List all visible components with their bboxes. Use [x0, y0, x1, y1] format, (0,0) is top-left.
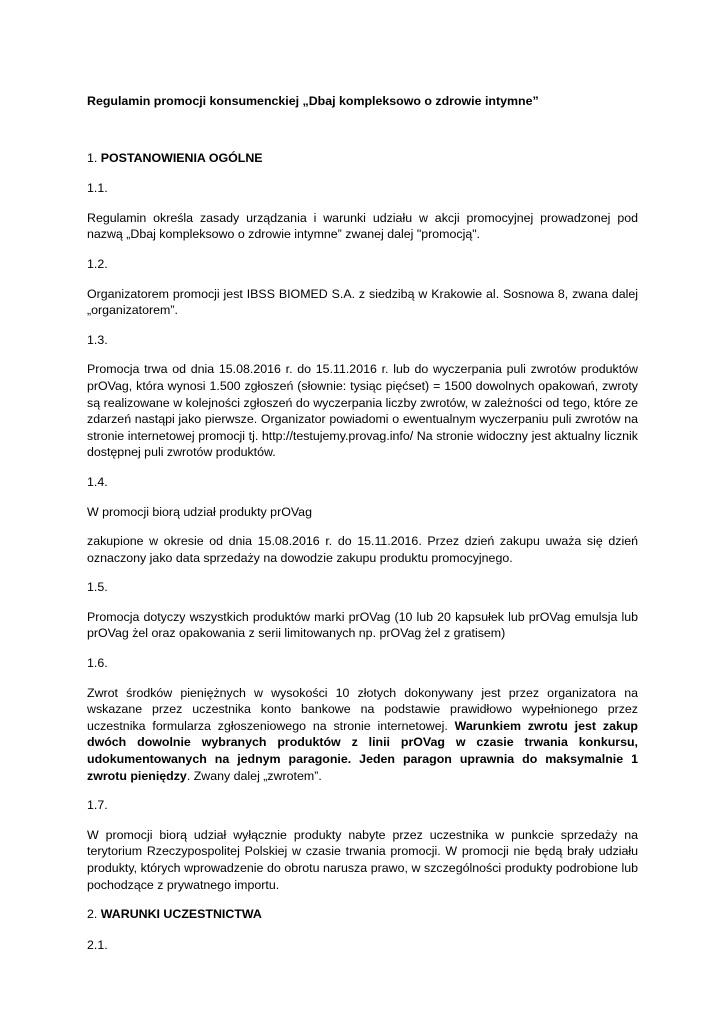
section-1-number: 1.	[87, 150, 101, 165]
document-page	[87, 93, 638, 966]
clause-1-6-text	[87, 685, 638, 785]
section-2-title: WARUNKI UCZESTNICTWA	[100, 907, 262, 922]
clause-1-4-number: 1.4.	[87, 474, 108, 489]
document-title: Regulamin promocji konsumenckiej „Dbaj kompleksowo o zdrowie intymne”	[87, 94, 539, 108]
clause-1-6-tail: . Zwany dalej „zwrotem”.	[186, 768, 322, 783]
clause-2-1-number: 2.1.	[87, 937, 108, 952]
clause-1-7-text: W promocji biorą udział wyłącznie produkty nabyte przez uczestnika w punkcie sprzedaży na terytorium Rzeczypospolitej Polskiej w czasie trwania promocji. W promocji nie będą brały udziału produkty, których wprowadzenie do obrotu narusza prawo, w szczególności produkty podrobione lub pochodzące z prywatnego importu.	[87, 827, 638, 892]
section-1-title: POSTANOWIENIA OGÓLNE	[100, 150, 263, 165]
clause-1-3-number: 1.3.	[87, 332, 108, 347]
clause-1-6-bold: Warunkiem zwrotu jest zakup dwóch dowolnie wybranych produktów z linii prOVag w czasie trwania konkursu, udokumentowanych na jednym paragonie. Jeden paragon uprawnia do maksymalnie 1 zwrotu pieniędzy	[87, 718, 638, 783]
clause-1-1-number: 1.1.	[87, 181, 108, 196]
clause-1-6-plain: Zwrot środków pieniężnych w wysokości 10 złotych dokonywany jest przez organizatora na wskazane przez uczestnika konto bankowe na podstawie prawidłowo wypełnionego przez uczestnika formularza zgłoszeniowego na stronie internetowej.	[87, 685, 638, 733]
clause-1-4-line1: W promocji biorą udział produkty prOVag	[87, 504, 312, 519]
clause-1-2-text: Organizatorem promocji jest IBSS BIOMED S.A. z siedzibą w Krakowie al. Sosnowa 8, zwana dalej „organizatorem”.	[87, 286, 638, 318]
clause-1-2-number: 1.2.	[87, 256, 108, 271]
clause-1-1-text: Regulamin określa zasady urządzania i warunki udziału w akcji promocyjnej prowadzonej pod nazwą „Dbaj kompleksowo o zdrowie intymne” zwanej dalej "promocją".	[87, 210, 638, 242]
clause-1-6-number: 1.6.	[87, 656, 108, 671]
clause-1-5-text: Promocja dotyczy wszystkich produktów marki prOVag (10 lub 20 kapsułek lub prOVag emulsja lub prOVag żel oraz opakowania z serii limitowanych np. prOVag żel z gratisem)	[87, 609, 638, 641]
section-2-number: 2.	[87, 907, 101, 922]
clause-1-7-number: 1.7.	[87, 798, 108, 813]
clause-1-3-text: Promocja trwa od dnia 15.08.2016 r. do 15.11.2016 r. lub do wyczerpania puli zwrotów produktów prOVag, która wynosi 1.500 zgłoszeń (słownie: tysiąc pięćset) = 1500 dowolnych opakowań, zwroty są realizowane w kolejności zgłoszeń do wyczerpania liczby zwrotów, w zależności od tego, które ze zdarzeń nastąpi jako pierwsze. Organizator powiadomi o ewentualnym wyczerpaniu puli zwrotów na stronie internetowej promocji tj. http://testujemy.provag.info/ Na stronie widoczny jest aktualny licznik dostępnej puli zwrotów produktów.	[87, 362, 638, 460]
section-2-heading	[87, 906, 638, 923]
section-1-heading	[87, 150, 638, 167]
clause-1-5-number: 1.5.	[87, 580, 108, 595]
clause-1-4-line2: zakupione w okresie od dnia 15.08.2016 r. do 15.11.2016. Przez dzień zakupu uważa się dzień oznaczony jako data sprzedaży na dowodzie zakupu produktu promocyjnego.	[87, 534, 638, 565]
